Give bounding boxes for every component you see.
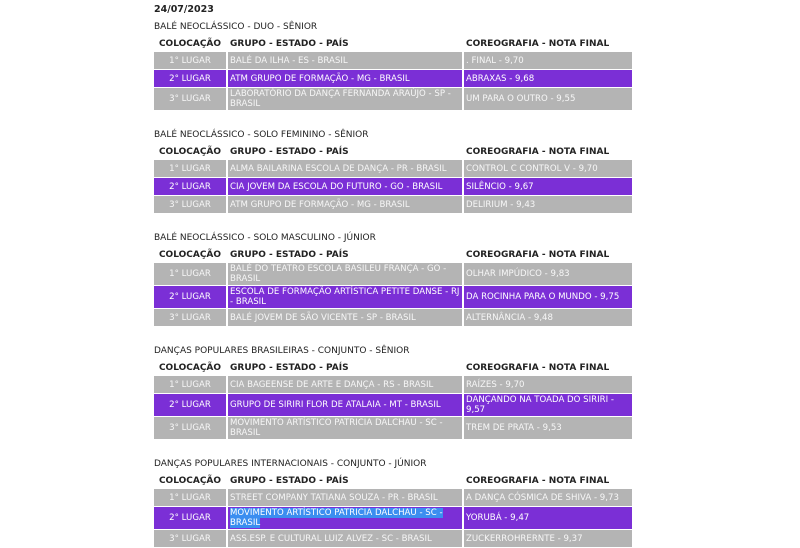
table-header [154, 37, 632, 51]
header-choreography: COREOGRAFIA - NOTA FINAL [466, 39, 610, 49]
result-cell: OLHAR IMPÚDICO - 9,83 [464, 263, 632, 285]
group-cell: BALÉ DA ILHA - ES - BRASIL [228, 52, 462, 69]
result-cell: YORUBÁ - 9,47 [464, 507, 632, 529]
group-cell: CIA JOVEM DA ESCOLA DO FUTURO - GO - BRASIL [228, 178, 462, 195]
results-page [154, 0, 634, 548]
category-section [154, 457, 634, 548]
table-row [154, 417, 632, 439]
group-cell: ATM GRUPO DE FORMAÇÃO - MG - BRASIL [228, 70, 462, 87]
group-cell[interactable] [228, 507, 462, 529]
group-cell: BALÉ JOVEM DE SÃO VICENTE - SP - BRASIL [228, 309, 462, 326]
category-title: BALÉ NEOCLÁSSICO - SOLO MASCULINO - JÚNIOR [154, 233, 376, 243]
header-placement: COLOCAÇÃO [158, 250, 222, 260]
table-row [154, 160, 632, 177]
table-row [154, 263, 632, 285]
result-cell: . FINAL - 9,70 [464, 52, 632, 69]
results-table [152, 360, 634, 440]
table-header [154, 361, 632, 375]
category-title: BALÉ NEOCLÁSSICO - DUO - SÊNIOR [154, 22, 318, 32]
placement-cell: 3° LUGAR [154, 417, 226, 439]
category-section [154, 128, 634, 214]
category-title: DANÇAS POPULARES INTERNACIONAIS - CONJUNTO - JÚNIOR [154, 459, 427, 469]
results-table [152, 473, 634, 548]
placement-cell: 3° LUGAR [154, 309, 226, 326]
header-group: GRUPO - ESTADO - PAÍS [230, 147, 349, 157]
results-date: 24/07/2023 [154, 4, 214, 15]
header-group: GRUPO - ESTADO - PAÍS [230, 39, 349, 49]
group-cell: CIA BAGEENSE DE ARTE E DANÇA - RS - BRASIL [228, 376, 462, 393]
placement-cell: 2° LUGAR [154, 286, 226, 308]
result-cell: DELIRIUM - 9,43 [464, 196, 632, 213]
group-cell: STREET COMPANY TATIANA SOUZA - PR - BRASIL [228, 489, 462, 506]
header-placement: COLOCAÇÃO [158, 147, 222, 157]
result-cell: CONTROL C CONTROL V - 9,70 [464, 160, 632, 177]
group-cell: ATM GRUPO DE FORMAÇÃO - MG - BRASIL [228, 196, 462, 213]
header-choreography: COREOGRAFIA - NOTA FINAL [466, 363, 610, 373]
header-group: GRUPO - ESTADO - PAÍS [230, 363, 349, 373]
group-cell: LABORATÓRIO DA DANÇA FERNANDA ARAÚJO - SP - BRASIL [228, 88, 462, 110]
table-row [154, 309, 632, 326]
header-placement: COLOCAÇÃO [158, 39, 222, 49]
result-cell: SILÊNCIO - 9,67 [464, 178, 632, 195]
result-cell: RAÍZES - 9,70 [464, 376, 632, 393]
header-placement: COLOCAÇÃO [158, 476, 222, 486]
result-cell: DANÇANDO NA TOADA DO SIRIRI - 9,57 [464, 394, 632, 416]
placement-cell: 1° LUGAR [154, 489, 226, 506]
category-section [154, 231, 634, 327]
header-placement: COLOCAÇÃO [158, 363, 222, 373]
table-row [154, 507, 632, 529]
placement-cell: 1° LUGAR [154, 160, 226, 177]
group-cell: BALÉ DO TEATRO ESCOLA BASILEU FRANÇA - GO - BRASIL [228, 263, 462, 285]
group-cell: MOVIMENTO ARTÍSTICO PATRICIA DALCHAU - SC - BRASIL [228, 417, 462, 439]
category-section [154, 344, 634, 440]
table-row [154, 70, 632, 87]
category-title: DANÇAS POPULARES BRASILEIRAS - CONJUNTO - SÊNIOR [154, 346, 410, 356]
group-cell: ALMA BAILARINA ESCOLA DE DANÇA - PR - BRASIL [228, 160, 462, 177]
header-group: GRUPO - ESTADO - PAÍS [230, 250, 349, 260]
table-row [154, 88, 632, 110]
group-cell: ESCOLA DE FORMAÇÃO ARTÍSTICA PETITE DANSE - RJ - BRASIL [228, 286, 462, 308]
result-cell: TREM DE PRATA - 9,53 [464, 417, 632, 439]
placement-cell: 2° LUGAR [154, 394, 226, 416]
results-table [152, 144, 634, 214]
table-row [154, 376, 632, 393]
result-cell: ALTERNÂNCIA - 9,48 [464, 309, 632, 326]
placement-cell: 3° LUGAR [154, 530, 226, 547]
table-row [154, 178, 632, 195]
header-choreography: COREOGRAFIA - NOTA FINAL [466, 250, 610, 260]
header-group: GRUPO - ESTADO - PAÍS [230, 476, 349, 486]
table-row [154, 286, 632, 308]
group-cell: GRUPO DE SIRIRI FLOR DE ATALAIA - MT - BRASIL [228, 394, 462, 416]
result-cell: UM PARA O OUTRO - 9,55 [464, 88, 632, 110]
group-cell: ASS.ESP. E CULTURAL LUIZ ALVEZ - SC - BRASIL [228, 530, 462, 547]
table-row [154, 52, 632, 69]
result-cell: DA ROCINHA PARA O MUNDO - 9,75 [464, 286, 632, 308]
results-table [152, 36, 634, 111]
placement-cell: 1° LUGAR [154, 376, 226, 393]
table-header [154, 248, 632, 262]
table-row [154, 489, 632, 506]
header-choreography: COREOGRAFIA - NOTA FINAL [466, 476, 610, 486]
selected-text[interactable]: MOVIMENTO ARTÍSTICO PATRICIA DALCHAU - SC - BRASIL [230, 508, 443, 528]
table-header [154, 145, 632, 159]
placement-cell: 2° LUGAR [154, 70, 226, 87]
result-cell: A DANÇA CÓSMICA DE SHIVA - 9,73 [464, 489, 632, 506]
category-title: BALÉ NEOCLÁSSICO - SOLO FEMININO - SÊNIOR [154, 130, 369, 140]
table-row [154, 394, 632, 416]
placement-cell: 2° LUGAR [154, 178, 226, 195]
placement-cell: 1° LUGAR [154, 52, 226, 69]
category-section [154, 20, 634, 111]
results-table [152, 247, 634, 327]
table-header [154, 474, 632, 488]
placement-cell: 3° LUGAR [154, 88, 226, 110]
result-cell: ABRAXAS - 9,68 [464, 70, 632, 87]
header-choreography: COREOGRAFIA - NOTA FINAL [466, 147, 610, 157]
placement-cell: 2° LUGAR [154, 507, 226, 529]
result-cell: ZUCKERROHRERNTE - 9,37 [464, 530, 632, 547]
table-row [154, 196, 632, 213]
placement-cell: 3° LUGAR [154, 196, 226, 213]
placement-cell: 1° LUGAR [154, 263, 226, 285]
